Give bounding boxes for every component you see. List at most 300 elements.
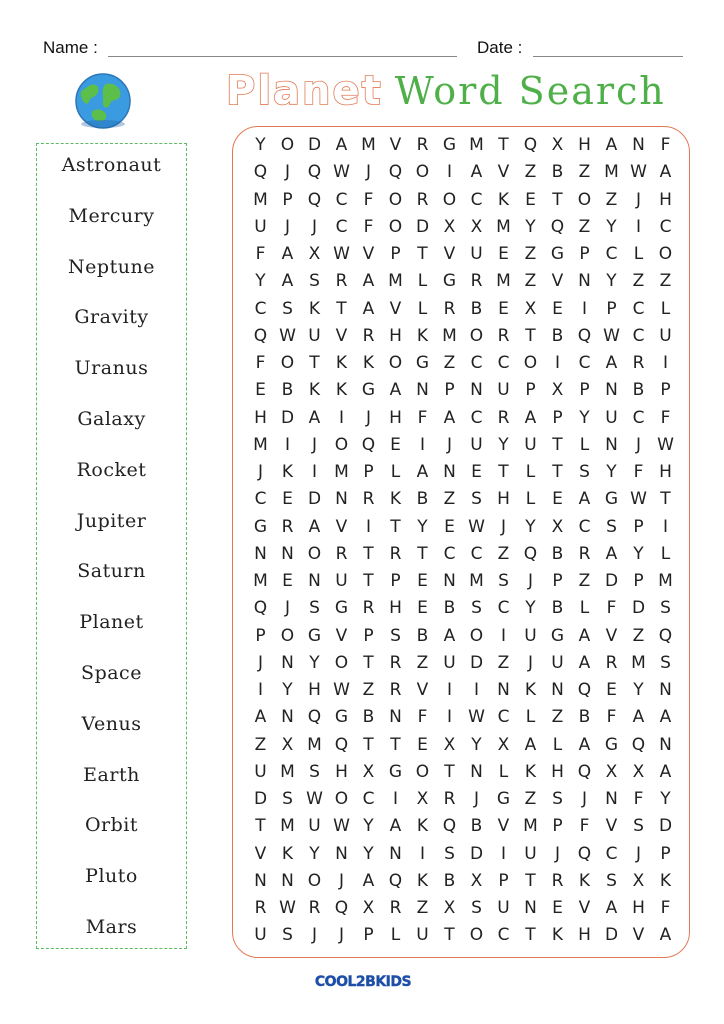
grid-cell[interactable]: G <box>334 707 349 728</box>
grid-cell[interactable]: V <box>335 625 348 646</box>
grid-cell[interactable]: U <box>605 407 618 428</box>
grid-cell[interactable]: R <box>551 870 564 891</box>
grid-cell[interactable]: Q <box>253 162 268 183</box>
grid-cell[interactable]: O <box>523 353 538 373</box>
grid-cell[interactable]: O <box>307 543 322 564</box>
grid-cell[interactable]: E <box>498 244 509 264</box>
grid-cell[interactable]: Q <box>361 434 376 455</box>
grid-cell[interactable]: M <box>496 271 511 292</box>
grid-cell[interactable]: C <box>497 707 510 728</box>
grid-cell[interactable]: F <box>633 462 644 482</box>
grid-cell[interactable]: I <box>365 516 371 537</box>
grid-cell[interactable]: O <box>307 870 322 891</box>
grid-cell[interactable]: O <box>469 625 484 646</box>
grid-cell[interactable]: T <box>498 135 509 155</box>
grid-cell[interactable]: E <box>552 298 563 319</box>
grid-cell[interactable]: K <box>362 353 375 373</box>
grid-cell[interactable]: A <box>335 135 348 155</box>
grid-cell[interactable]: N <box>659 680 672 700</box>
grid-cell[interactable]: G <box>415 353 430 373</box>
grid-cell[interactable]: H <box>659 462 672 482</box>
grid-cell[interactable]: D <box>307 135 322 155</box>
grid-cell[interactable]: R <box>362 598 375 619</box>
grid-cell[interactable]: M <box>604 162 619 183</box>
grid-cell[interactable]: F <box>363 216 374 237</box>
grid-cell[interactable]: H <box>551 761 564 782</box>
grid-cell[interactable]: L <box>660 543 671 564</box>
grid-cell[interactable]: P <box>552 816 563 837</box>
grid-cell[interactable]: J <box>635 843 641 864</box>
grid-cell[interactable]: V <box>605 816 618 837</box>
grid-cell[interactable]: W <box>603 325 620 346</box>
grid-cell[interactable]: L <box>390 925 401 946</box>
grid-cell[interactable]: R <box>362 489 375 510</box>
grid-cell[interactable]: V <box>389 135 402 155</box>
grid-cell[interactable]: F <box>579 816 590 837</box>
grid-cell[interactable]: D <box>253 789 268 809</box>
grid-cell[interactable]: V <box>578 898 591 918</box>
grid-cell[interactable]: B <box>443 598 456 619</box>
grid-cell[interactable]: I <box>446 162 452 183</box>
grid-cell[interactable]: E <box>525 189 536 210</box>
grid-cell[interactable]: U <box>416 925 429 946</box>
grid-cell[interactable]: O <box>388 216 403 237</box>
grid-cell[interactable]: B <box>578 707 591 728</box>
grid-cell[interactable]: V <box>335 516 348 537</box>
grid-cell[interactable]: R <box>470 271 483 292</box>
grid-cell[interactable]: E <box>390 434 401 455</box>
grid-cell[interactable]: X <box>551 135 564 155</box>
grid-cell[interactable]: K <box>308 298 321 319</box>
grid-cell[interactable]: S <box>282 298 293 319</box>
grid-cell[interactable]: H <box>497 489 510 510</box>
grid-cell[interactable]: Q <box>307 189 322 210</box>
grid-cell[interactable]: C <box>632 407 645 428</box>
grid-cell[interactable]: I <box>284 434 290 455</box>
grid-cell[interactable]: Y <box>363 843 374 864</box>
grid-cell[interactable]: R <box>335 271 348 292</box>
grid-cell[interactable]: L <box>525 707 536 728</box>
grid-cell[interactable]: X <box>362 761 375 782</box>
grid-cell[interactable]: G <box>361 380 376 401</box>
grid-cell[interactable]: O <box>469 925 484 946</box>
grid-cell[interactable]: K <box>524 680 537 700</box>
grid-cell[interactable]: T <box>660 489 671 510</box>
grid-cell[interactable]: P <box>363 462 374 482</box>
grid-cell[interactable]: J <box>338 925 344 946</box>
grid-cell[interactable]: R <box>443 298 456 319</box>
grid-cell[interactable]: K <box>416 325 429 346</box>
grid-cell[interactable]: J <box>365 162 371 183</box>
grid-cell[interactable]: T <box>363 571 374 591</box>
grid-cell[interactable]: V <box>551 271 564 292</box>
grid-cell[interactable]: C <box>335 189 348 210</box>
grid-cell[interactable]: V <box>362 244 375 264</box>
grid-cell[interactable]: N <box>659 734 672 755</box>
grid-cell[interactable]: A <box>659 162 672 183</box>
grid-cell[interactable]: V <box>389 298 402 319</box>
grid-cell[interactable]: E <box>417 734 428 755</box>
grid-cell[interactable]: U <box>497 380 510 401</box>
grid-cell[interactable]: U <box>524 434 537 455</box>
grid-cell[interactable]: J <box>311 216 317 237</box>
grid-cell[interactable]: U <box>524 625 537 646</box>
grid-cell[interactable]: Z <box>497 652 510 673</box>
grid-cell[interactable]: D <box>415 216 430 237</box>
grid-cell[interactable]: W <box>630 489 647 510</box>
grid-cell[interactable]: N <box>281 652 294 673</box>
grid-cell[interactable]: I <box>446 680 452 700</box>
grid-cell[interactable]: J <box>284 162 290 183</box>
grid-cell[interactable]: Z <box>443 353 456 373</box>
grid-cell[interactable]: C <box>659 216 672 237</box>
grid-cell[interactable]: L <box>579 598 590 619</box>
grid-cell[interactable]: G <box>550 244 565 264</box>
grid-cell[interactable]: B <box>281 380 294 401</box>
grid-cell[interactable]: W <box>333 162 350 183</box>
grid-cell[interactable]: M <box>307 734 322 755</box>
grid-cell[interactable]: C <box>578 353 591 373</box>
grid-cell[interactable]: W <box>657 434 674 455</box>
grid-cell[interactable]: S <box>471 598 482 619</box>
grid-cell[interactable]: N <box>578 271 591 292</box>
grid-cell[interactable]: H <box>659 189 672 210</box>
grid-cell[interactable]: T <box>390 516 401 537</box>
grid-cell[interactable]: H <box>632 898 645 918</box>
grid-cell[interactable]: Z <box>578 571 591 591</box>
grid-cell[interactable]: Q <box>442 816 457 837</box>
grid-cell[interactable]: X <box>308 244 321 264</box>
grid-cell[interactable]: Z <box>524 162 537 183</box>
grid-cell[interactable]: B <box>551 543 564 564</box>
grid-cell[interactable]: Z <box>524 789 537 809</box>
grid-cell[interactable]: B <box>551 325 564 346</box>
grid-cell[interactable]: Q <box>577 843 592 864</box>
grid-cell[interactable]: A <box>281 271 294 292</box>
grid-cell[interactable]: E <box>606 680 617 700</box>
grid-cell[interactable]: I <box>446 707 452 728</box>
grid-cell[interactable]: N <box>605 434 618 455</box>
grid-cell[interactable]: A <box>659 761 672 782</box>
grid-cell[interactable]: K <box>335 380 348 401</box>
grid-cell[interactable]: U <box>254 925 267 946</box>
grid-cell[interactable]: O <box>577 189 592 210</box>
grid-cell[interactable]: Q <box>388 162 403 183</box>
grid-cell[interactable]: C <box>632 325 645 346</box>
grid-cell[interactable]: B <box>551 162 564 183</box>
grid-cell[interactable]: T <box>525 325 536 346</box>
grid-cell[interactable]: J <box>284 216 290 237</box>
grid-cell[interactable]: U <box>470 434 483 455</box>
grid-cell[interactable]: S <box>606 516 617 537</box>
grid-cell[interactable]: S <box>633 816 644 837</box>
grid-cell[interactable]: D <box>604 571 619 591</box>
grid-cell[interactable]: O <box>415 162 430 183</box>
grid-cell[interactable]: P <box>363 925 374 946</box>
grid-cell[interactable]: L <box>525 462 536 482</box>
grid-cell[interactable]: Y <box>525 216 536 237</box>
grid-cell[interactable]: K <box>281 843 294 864</box>
grid-cell[interactable]: S <box>309 761 320 782</box>
grid-cell[interactable]: Z <box>443 489 456 510</box>
grid-cell[interactable]: V <box>335 325 348 346</box>
grid-cell[interactable]: R <box>389 543 402 564</box>
grid-cell[interactable]: U <box>308 816 321 837</box>
grid-cell[interactable]: P <box>579 244 590 264</box>
grid-cell[interactable]: J <box>284 598 290 619</box>
grid-cell[interactable]: K <box>335 353 348 373</box>
grid-cell[interactable]: V <box>497 162 510 183</box>
grid-cell[interactable]: C <box>497 925 510 946</box>
grid-cell[interactable]: T <box>255 816 266 837</box>
grid-cell[interactable]: G <box>604 489 619 510</box>
grid-cell[interactable]: W <box>333 680 350 700</box>
grid-cell[interactable]: C <box>470 407 483 428</box>
grid-cell[interactable]: R <box>389 652 402 673</box>
grid-cell[interactable]: R <box>443 789 456 809</box>
grid-cell[interactable]: G <box>334 598 349 619</box>
grid-cell[interactable]: H <box>308 680 321 700</box>
grid-cell[interactable]: A <box>578 489 591 510</box>
grid-cell[interactable]: N <box>470 761 483 782</box>
grid-cell[interactable]: G <box>442 271 457 292</box>
grid-cell[interactable]: R <box>389 680 402 700</box>
grid-cell[interactable]: A <box>362 298 375 319</box>
grid-cell[interactable]: U <box>335 571 348 591</box>
grid-cell[interactable]: C <box>497 598 510 619</box>
grid-cell[interactable]: X <box>632 870 645 891</box>
grid-cell[interactable]: T <box>552 189 563 210</box>
grid-cell[interactable]: A <box>578 734 591 755</box>
grid-cell[interactable]: X <box>605 761 618 782</box>
grid-cell[interactable]: U <box>443 652 456 673</box>
grid-cell[interactable]: P <box>390 571 401 591</box>
grid-cell[interactable]: Y <box>255 271 266 292</box>
grid-cell[interactable]: R <box>308 898 321 918</box>
grid-cell[interactable]: S <box>282 925 293 946</box>
grid-cell[interactable]: J <box>446 434 452 455</box>
grid-cell[interactable]: E <box>255 380 266 401</box>
grid-cell[interactable]: N <box>281 870 294 891</box>
grid-cell[interactable]: O <box>280 135 295 155</box>
grid-cell[interactable]: Z <box>362 680 375 700</box>
grid-cell[interactable]: T <box>525 925 536 946</box>
grid-cell[interactable]: N <box>632 135 645 155</box>
grid-cell[interactable]: Y <box>633 680 644 700</box>
grid-cell[interactable]: N <box>254 870 267 891</box>
grid-cell[interactable]: J <box>635 434 641 455</box>
grid-cell[interactable]: D <box>658 816 673 837</box>
grid-cell[interactable]: Q <box>334 898 349 918</box>
grid-cell[interactable]: I <box>392 789 398 809</box>
grid-cell[interactable]: G <box>253 516 268 537</box>
grid-cell[interactable]: Y <box>363 816 374 837</box>
grid-cell[interactable]: T <box>552 434 563 455</box>
grid-cell[interactable]: I <box>500 625 506 646</box>
grid-cell[interactable]: P <box>579 380 590 401</box>
grid-cell[interactable]: A <box>605 898 618 918</box>
grid-cell[interactable]: O <box>280 353 295 373</box>
grid-cell[interactable]: Q <box>307 707 322 728</box>
grid-cell[interactable]: U <box>551 652 564 673</box>
grid-cell[interactable]: A <box>308 516 321 537</box>
grid-cell[interactable]: W <box>279 325 296 346</box>
grid-cell[interactable]: V <box>416 680 429 700</box>
grid-cell[interactable]: N <box>443 571 456 591</box>
grid-cell[interactable]: N <box>281 707 294 728</box>
grid-cell[interactable]: X <box>551 380 564 401</box>
grid-cell[interactable]: X <box>551 516 564 537</box>
grid-cell[interactable]: E <box>282 489 293 510</box>
grid-cell[interactable]: G <box>442 135 457 155</box>
grid-cell[interactable]: A <box>443 625 456 646</box>
grid-cell[interactable]: B <box>443 870 456 891</box>
grid-cell[interactable]: M <box>523 816 538 837</box>
grid-cell[interactable]: M <box>658 571 673 591</box>
grid-cell[interactable]: P <box>444 380 455 401</box>
grid-cell[interactable]: Y <box>498 434 509 455</box>
grid-cell[interactable]: K <box>308 380 321 401</box>
grid-cell[interactable]: O <box>442 189 457 210</box>
grid-cell[interactable]: Q <box>523 543 538 564</box>
grid-cell[interactable]: S <box>660 598 671 619</box>
grid-cell[interactable]: K <box>281 462 294 482</box>
grid-cell[interactable]: A <box>281 244 294 264</box>
grid-cell[interactable]: L <box>660 298 671 319</box>
grid-cell[interactable]: O <box>334 434 349 455</box>
grid-cell[interactable]: Y <box>525 598 536 619</box>
grid-cell[interactable]: D <box>604 925 619 946</box>
grid-cell[interactable]: C <box>578 516 591 537</box>
grid-cell[interactable]: M <box>631 652 646 673</box>
grid-cell[interactable]: X <box>416 789 429 809</box>
date-field[interactable] <box>533 56 683 57</box>
grid-cell[interactable]: T <box>417 543 428 564</box>
grid-cell[interactable]: J <box>365 407 371 428</box>
grid-cell[interactable]: Z <box>659 271 672 292</box>
grid-cell[interactable]: C <box>605 843 618 864</box>
grid-cell[interactable]: E <box>471 462 482 482</box>
grid-cell[interactable]: Q <box>658 625 673 646</box>
grid-cell[interactable]: H <box>335 761 348 782</box>
grid-cell[interactable]: Z <box>524 271 537 292</box>
grid-cell[interactable]: J <box>473 789 479 809</box>
name-field[interactable] <box>108 56 457 57</box>
grid-cell[interactable]: Q <box>577 680 592 700</box>
grid-cell[interactable]: E <box>498 298 509 319</box>
grid-cell[interactable]: W <box>333 816 350 837</box>
grid-cell[interactable]: T <box>363 652 374 673</box>
grid-cell[interactable]: A <box>632 707 645 728</box>
grid-cell[interactable]: Z <box>632 625 645 646</box>
grid-cell[interactable]: I <box>311 462 317 482</box>
grid-cell[interactable]: T <box>390 734 401 755</box>
grid-cell[interactable]: I <box>338 407 344 428</box>
grid-cell[interactable]: R <box>497 407 510 428</box>
grid-cell[interactable]: C <box>254 298 267 319</box>
grid-cell[interactable]: F <box>660 407 671 428</box>
grid-cell[interactable]: K <box>416 870 429 891</box>
grid-cell[interactable]: O <box>280 625 295 646</box>
grid-cell[interactable]: G <box>604 734 619 755</box>
grid-cell[interactable]: S <box>552 789 563 809</box>
grid-cell[interactable]: N <box>524 898 537 918</box>
grid-cell[interactable]: W <box>468 707 485 728</box>
grid-cell[interactable]: B <box>362 707 375 728</box>
grid-cell[interactable]: N <box>389 843 402 864</box>
grid-cell[interactable]: J <box>527 571 533 591</box>
grid-cell[interactable]: F <box>606 707 617 728</box>
grid-cell[interactable]: D <box>280 407 295 428</box>
grid-cell[interactable]: Z <box>416 652 429 673</box>
grid-cell[interactable]: C <box>470 189 483 210</box>
grid-cell[interactable]: P <box>282 189 293 210</box>
grid-cell[interactable]: N <box>335 489 348 510</box>
grid-cell[interactable]: T <box>444 925 455 946</box>
grid-cell[interactable]: F <box>417 407 428 428</box>
grid-cell[interactable]: T <box>498 462 509 482</box>
grid-cell[interactable]: N <box>605 380 618 401</box>
grid-cell[interactable]: P <box>660 380 671 401</box>
grid-cell[interactable]: I <box>419 843 425 864</box>
grid-cell[interactable]: A <box>362 271 375 292</box>
grid-cell[interactable]: R <box>632 353 645 373</box>
grid-cell[interactable]: O <box>658 244 673 264</box>
grid-cell[interactable]: F <box>417 707 428 728</box>
grid-cell[interactable]: I <box>662 353 668 373</box>
grid-cell[interactable]: W <box>279 898 296 918</box>
grid-cell[interactable]: Y <box>606 271 617 292</box>
grid-cell[interactable]: J <box>257 652 263 673</box>
grid-cell[interactable]: U <box>470 244 483 264</box>
grid-cell[interactable]: S <box>390 625 401 646</box>
grid-cell[interactable]: W <box>468 516 485 537</box>
grid-cell[interactable]: Q <box>577 761 592 782</box>
grid-cell[interactable]: M <box>253 434 268 455</box>
grid-cell[interactable]: J <box>311 434 317 455</box>
grid-cell[interactable]: I <box>662 516 668 537</box>
grid-cell[interactable]: R <box>281 516 294 537</box>
grid-cell[interactable]: T <box>525 870 536 891</box>
grid-cell[interactable]: N <box>551 680 564 700</box>
grid-cell[interactable]: M <box>334 462 349 482</box>
grid-cell[interactable]: Y <box>471 734 482 755</box>
grid-cell[interactable]: A <box>254 707 267 728</box>
grid-cell[interactable]: R <box>605 652 618 673</box>
grid-cell[interactable]: P <box>660 843 671 864</box>
grid-cell[interactable]: O <box>415 761 430 782</box>
grid-cell[interactable]: G <box>307 625 322 646</box>
grid-cell[interactable]: N <box>389 707 402 728</box>
grid-cell[interactable]: F <box>255 353 266 373</box>
grid-cell[interactable]: P <box>606 298 617 319</box>
grid-cell[interactable]: Y <box>633 543 644 564</box>
grid-cell[interactable]: C <box>254 489 267 510</box>
grid-cell[interactable]: K <box>524 761 537 782</box>
grid-cell[interactable]: C <box>470 543 483 564</box>
grid-cell[interactable]: O <box>334 652 349 673</box>
grid-cell[interactable]: T <box>363 543 374 564</box>
grid-cell[interactable]: L <box>579 434 590 455</box>
grid-cell[interactable]: F <box>660 898 671 918</box>
grid-cell[interactable]: Y <box>660 789 671 809</box>
grid-cell[interactable]: V <box>605 625 618 646</box>
grid-cell[interactable]: M <box>388 271 403 292</box>
grid-cell[interactable]: Y <box>606 462 617 482</box>
grid-cell[interactable]: A <box>605 353 618 373</box>
grid-cell[interactable]: X <box>497 734 510 755</box>
grid-cell[interactable]: H <box>389 407 402 428</box>
